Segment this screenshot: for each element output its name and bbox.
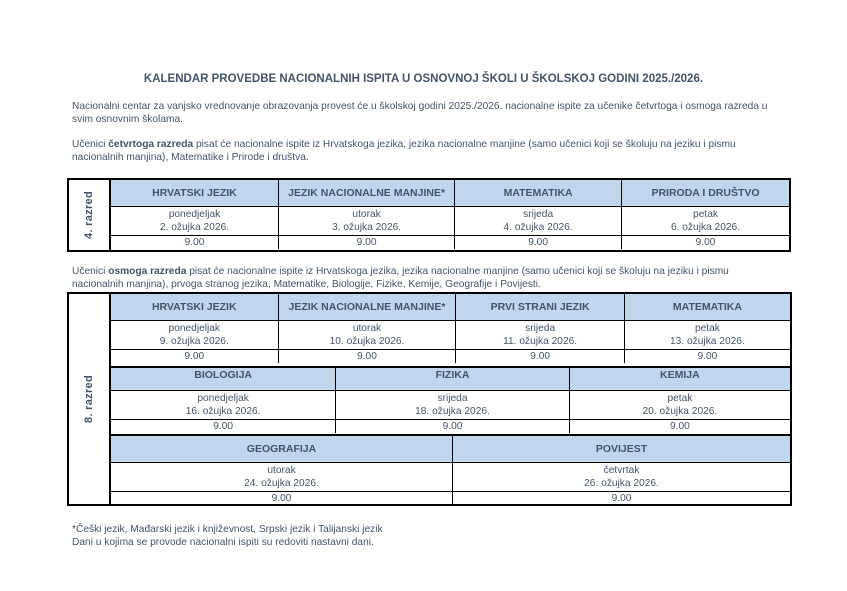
footnote-languages: *Češki jezik, Mađarski jezik i književnost, Srpski jezik i Talijanski jezik <box>72 524 383 535</box>
exam-date: 26. ožujka 2026. <box>584 478 659 489</box>
footnotes <box>72 523 383 549</box>
exam-date: 9. ožujka 2026. <box>159 336 229 347</box>
exam-time: 9.00 <box>278 236 454 250</box>
exam-date: 16. ožujka 2026. <box>185 406 261 417</box>
footnote-regular-days: Dani u kojima se provode nacionalni ispiti su redoviti nastavni dani. <box>72 537 374 548</box>
exam-date-cell <box>278 207 454 236</box>
exam-date: 11. ožujka 2026. <box>503 336 578 347</box>
exam-date-cell <box>111 463 453 492</box>
intro-paragraph: Nacionalni centar za vanjsko vrednovanje obrazovanja provest će u školskoj godini 2025./2026. nacionalne ispite za učenike četvrtoga i osmoga razreda u svim osnovnim školama. <box>72 101 768 125</box>
grade4-exams <box>111 180 789 249</box>
exam-subject: PRVI STRANI JEZIK <box>456 294 624 321</box>
grade4-text-after: pisat će nacionalne ispite iz Hrvatskoga jezika, jezika nacionalne manjine (samo učenici koji se školuju na jeziku i pismu nacionalnih manjina), Matematike i Prirode i društva. <box>72 139 736 163</box>
exam-day: četvrtak <box>603 464 640 476</box>
exam-date: 13. ožujka 2026. <box>670 336 745 347</box>
exam-day: utorak <box>352 322 382 334</box>
exam-day: petak <box>694 322 720 334</box>
grade8-label-cell <box>69 294 111 504</box>
grade8-row1 <box>111 294 790 366</box>
exam-subject: MATEMATIKA <box>455 180 622 207</box>
exam-day: srijeda <box>437 392 468 404</box>
exam-time: 9.00 <box>336 420 570 434</box>
exam-day: srijeda <box>525 322 556 334</box>
exam-date-cell <box>111 391 336 420</box>
exam-day: petak <box>693 208 718 220</box>
exam-date-cell <box>569 391 790 420</box>
exam-day: ponedjeljak <box>168 208 221 220</box>
exam-subject: HRVATSKI JEZIK <box>111 294 278 321</box>
exam-subject: MATEMATIKA <box>624 294 790 321</box>
grade8-schedule-table <box>67 292 792 506</box>
grade8-paragraph <box>72 265 782 291</box>
grade8-row3 <box>111 434 790 506</box>
exam-subject: JEZIK NACIONALNE MANJINE* <box>278 294 456 321</box>
grade4-text-bold: četvrtoga razreda <box>108 139 194 150</box>
exam-time: 9.00 <box>111 236 278 250</box>
exam-day: ponedjeljak <box>197 392 249 404</box>
exam-time: 9.00 <box>278 350 456 364</box>
grade4-text-before: Učenici <box>72 139 109 150</box>
exam-subject: JEZIK NACIONALNE MANJINE* <box>278 180 454 207</box>
grade8-text-after: pisat će nacionalne ispite iz Hrvatskoga jezika, jezika nacionalne manjine (samo učenici koji se školuju na jeziku i pismu nacionalnih manjina), prvoga stranog jezika, Matematike, Biologije, Fizike, Kemije, Geografije i Povijesti. <box>72 266 729 290</box>
exam-day: utorak <box>352 208 381 220</box>
exam-day: ponedjeljak <box>168 322 221 334</box>
grade8-label: 8. razred <box>83 375 96 423</box>
grade8-row2 <box>111 366 790 436</box>
grade4-paragraph <box>72 138 782 164</box>
exam-time: 9.00 <box>453 492 790 506</box>
exam-time: 9.00 <box>624 350 790 364</box>
exam-date-cell <box>111 207 278 236</box>
exam-date: 4. ožujka 2026. <box>503 222 573 233</box>
exam-date-cell <box>111 321 278 350</box>
exam-date: 24. ožujka 2026. <box>244 478 319 489</box>
grade4-label: 4. razred <box>83 191 96 239</box>
exam-time: 9.00 <box>622 236 790 250</box>
grade8-text-bold: osmoga razreda <box>108 266 187 277</box>
exam-date-cell <box>455 207 622 236</box>
exam-date: 10. ožujka 2026. <box>329 336 405 347</box>
exam-date-cell <box>278 321 456 350</box>
exam-subject: PRIRODA I DRUŠTVO <box>622 180 790 207</box>
exam-date-cell <box>336 391 570 420</box>
exam-time: 9.00 <box>111 492 453 506</box>
exam-subject: POVIJEST <box>453 436 790 463</box>
exam-date: 20. ožujka 2026. <box>642 406 718 417</box>
exam-day: srijeda <box>523 208 554 220</box>
exam-date: 2. ožujka 2026. <box>159 222 230 233</box>
exam-day: utorak <box>267 464 296 476</box>
exam-time: 9.00 <box>456 350 624 364</box>
grade4-schedule-table <box>67 178 791 252</box>
exam-subject: KEMIJA <box>569 368 790 391</box>
exam-date-cell <box>622 207 790 236</box>
exam-subject: FIZIKA <box>336 368 570 391</box>
exam-date-cell <box>453 463 790 492</box>
exam-date-cell <box>456 321 624 350</box>
exam-date-cell <box>624 321 790 350</box>
exam-time: 9.00 <box>569 420 790 434</box>
exam-date: 6. ožujka 2026. <box>670 222 741 233</box>
exam-time: 9.00 <box>111 350 278 364</box>
grade8-text-before: Učenici <box>72 266 109 277</box>
exam-day: petak <box>667 392 693 404</box>
exam-time: 9.00 <box>111 420 336 434</box>
exam-subject: HRVATSKI JEZIK <box>111 180 278 207</box>
exam-time: 9.00 <box>455 236 622 250</box>
exam-subject: BIOLOGIJA <box>111 368 336 391</box>
exam-date: 3. ožujka 2026. <box>332 222 402 233</box>
page-title: KALENDAR PROVEDBE NACIONALNIH ISPITA U OSNOVNOJ ŠKOLI U ŠKOLSKOJ GODINI 2025./2026. <box>143 73 704 85</box>
grade4-label-cell <box>69 180 111 250</box>
exam-subject: GEOGRAFIJA <box>111 436 453 463</box>
exam-date: 18. ožujka 2026. <box>415 406 490 417</box>
